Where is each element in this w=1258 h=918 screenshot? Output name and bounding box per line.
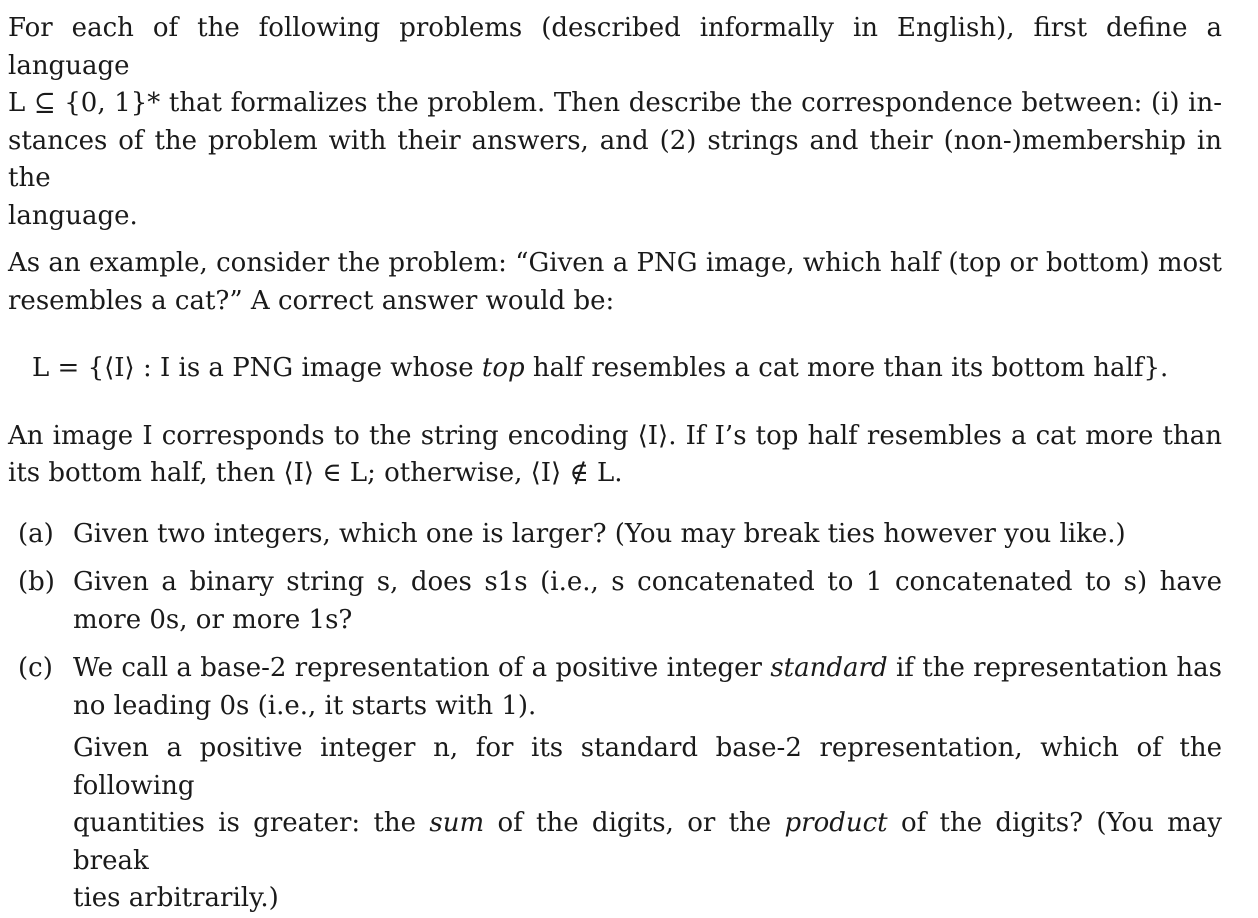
problem-list — [8, 516, 1222, 918]
problem-subparagraph — [73, 730, 1222, 918]
intro-line: For each of the following problems (described informally in English), first define a language — [8, 13, 1222, 81]
correspondence-paragraph — [8, 418, 1222, 493]
definition-text: L = {⟨I⟩ : I is a PNG image whose — [32, 353, 482, 383]
problem-text-part: of the digits, or the — [484, 808, 785, 838]
definition-text: half resembles a cat more than its bottom half}. — [524, 353, 1169, 383]
problem-label: (c) — [18, 653, 53, 683]
intro-paragraph — [8, 10, 1222, 235]
example-line: As an example, consider the problem: “Given a PNG image, which half (top or bottom) most — [8, 248, 1222, 278]
problem-text: no leading 0s (i.e., it starts with 1). — [73, 690, 537, 721]
problem-text-part: of the digits? (You may break — [73, 808, 1222, 876]
problem-text — [73, 650, 1222, 688]
problem-emphasis: sum — [429, 808, 485, 838]
intro-line: L ⊆ {0, 1}* that formalizes the problem. Then describe the correspondence between: (i) in- — [8, 88, 1222, 118]
problem-label: (b) — [18, 567, 55, 597]
problem-emphasis: product — [784, 808, 888, 838]
problem-text: Given two integers, which one is larger? (You may break ties however you like.) — [73, 518, 1126, 549]
problem-text-part: if the representation has — [887, 653, 1222, 683]
correspondence-line: An image I corresponds to the string encoding ⟨I⟩. If I’s top half resembles a cat more than — [8, 420, 1222, 451]
example-line: resembles a cat?” A correct answer would be: — [8, 285, 615, 316]
problem-text: Given a positive integer n, for its standard base-2 representation, which of the following — [73, 733, 1222, 801]
problem-text: ties arbitrarily.) — [73, 883, 279, 913]
problem-text-part: We call a base-2 representation of a positive integer — [73, 653, 771, 683]
problem-item-a — [8, 516, 1222, 554]
document-page — [8, 10, 1222, 918]
problem-item-c — [8, 650, 1222, 918]
intro-line: stances of the problem with their answers, and (2) strings and their (non-)membership in the — [8, 125, 1222, 193]
problem-item-b — [8, 564, 1222, 639]
problem-text: Given a binary string s, does s1s (i.e., s concatenated to 1 concatenated to s) have — [73, 567, 1222, 597]
problem-label: (a) — [18, 518, 54, 549]
problem-emphasis: standard — [770, 653, 888, 683]
definition-emphasis: top — [481, 353, 525, 383]
intro-line: language. — [8, 200, 138, 231]
problem-text — [73, 805, 1222, 880]
language-definition — [8, 350, 1222, 388]
correspondence-line: its bottom half, then ⟨I⟩ ∈ L; otherwise, ⟨I⟩ ∉ L. — [8, 458, 623, 488]
problem-text-part: quantities is greater: the — [73, 808, 430, 838]
example-paragraph — [8, 245, 1222, 320]
problem-text: more 0s, or more 1s? — [73, 604, 353, 635]
